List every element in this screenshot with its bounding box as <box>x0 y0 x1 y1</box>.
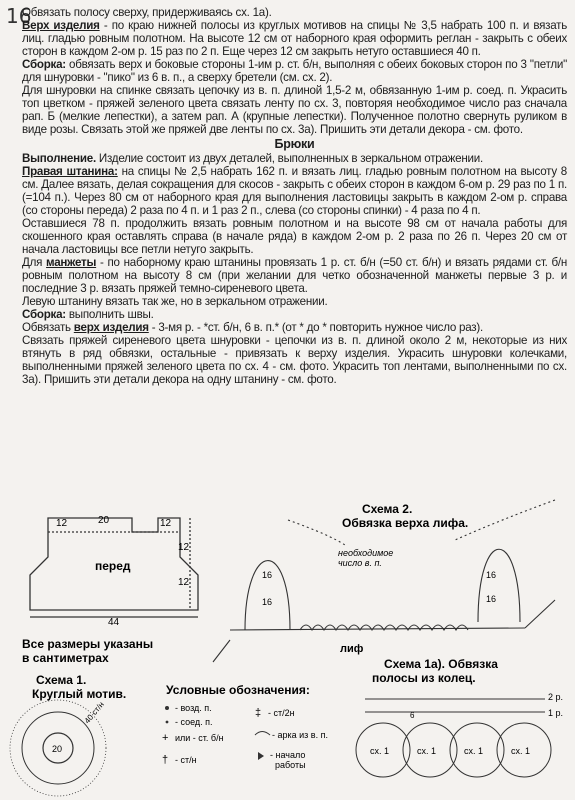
text: обвязать верх и боковые стороны 1-им р. ст. б/н, выполняя с обеих боковых сторон по 3 "петли" для шнуровки - "пико" из 6 в. п., а сверху бретели (см. сх. 2). <box>22 58 567 84</box>
strap-left-count-2: 16 <box>262 597 273 607</box>
strap-right-count: 16 <box>486 570 497 580</box>
chain-note-1: необходимое <box>338 548 394 558</box>
pattern-label: перед <box>95 559 131 573</box>
lif-label: лиф <box>340 643 364 655</box>
paragraph <box>22 152 567 165</box>
legend-arch-icon <box>255 732 270 736</box>
legend-start-2: работы <box>275 760 306 770</box>
paragraph <box>22 6 567 19</box>
scheme1a-ch6: 6 <box>410 711 415 720</box>
paragraph <box>22 84 567 136</box>
text: Изделие состоит из двух деталей, выполненных в зеркальном отражении. <box>95 152 483 165</box>
text: выполнить швы. <box>65 308 154 321</box>
legend-start-1: - начало <box>270 750 306 760</box>
text: Левую штанину вязать так же, но в зеркальном отражении. <box>22 295 328 308</box>
section-title: Правая штанина: <box>22 165 118 178</box>
legend-vp: - возд. п. <box>175 703 212 713</box>
paragraph <box>22 295 567 308</box>
pattern-caption-1: Все размеры указаны <box>22 637 154 651</box>
dim-right-upper: 12 <box>178 542 190 553</box>
pattern-caption-2: в сантиметрах <box>22 651 109 665</box>
strap-right <box>478 549 520 622</box>
section-title: Сборка: <box>22 58 66 71</box>
legend-stn-icon: † <box>162 754 169 766</box>
motif-ring-label: 40 ст/н <box>82 700 106 726</box>
scheme1-subtitle: Круглый мотив. <box>32 687 127 701</box>
strap-left-count: 16 <box>262 570 273 580</box>
text: - по краю нижней полосы из круглых мотивов на спицы № 3,5 набрать 100 п. и вязать лиц. гладью ровным полотном. На высоте 12 см от наборного края оформить реглан - закрыть с обеих сторон в каждом 2-ом р. 15 раз по 2 п. Еще через 12 см закрыть нетуго оставшиеся 40 п. <box>22 19 568 58</box>
scheme1a-subtitle: полосы из колец. <box>372 671 476 685</box>
scheme1a-row1: 1 р. <box>548 708 564 718</box>
paragraph <box>22 308 567 321</box>
dim-right-lower: 12 <box>178 577 190 588</box>
paragraph <box>22 165 567 217</box>
legend-stn: - ст/н <box>175 755 197 765</box>
section-title: Выполнение. <box>22 152 96 165</box>
scheme1a-title: Схема 1а). Обвязка <box>384 657 498 671</box>
section-title: Сборка: <box>22 308 66 321</box>
scheme1-title: Схема 1. <box>36 673 87 687</box>
scheme2-title: Схема 2. <box>362 502 413 516</box>
text: Для шнуровки на спинке связать цепочку из в. п. длиной 1,5-2 м, обвязанную 1-им р. соед. п. Украсить топ цветком - пряжей зеленого цвета связать ленту по сх. 3, повторяя необходимое число раз сначала рап. Б (мелкие лепестки), а затем рап. А (крупные лепестки). Полученное полотно свернуть руликом в виде розы. Связать этой же пряжей две ленты по сх. 3а). Пришить эти детали декора - см. фото. <box>22 84 567 136</box>
text: Для <box>22 256 47 269</box>
ring-4-label: сх. 1 <box>511 746 531 756</box>
ring-2-label: сх. 1 <box>417 746 437 756</box>
ring-1-label: сх. 1 <box>370 746 390 756</box>
legend-stbn-icon: + <box>162 732 169 744</box>
legend-soed: - соед. п. <box>175 717 213 727</box>
legend-soed-icon <box>166 721 169 724</box>
ring-3-label: сх. 1 <box>464 746 484 756</box>
text: - по наборному краю штанины провязать 1 р. ст. б/н (=50 ст. б/н) и вязать рядами ст. б/н ровным полотном на высоту 8 см (при желании для четко обозначенной манжеты первые 3 р. и последние 3 р. вязать пряжей темно-сиреневого цвета. <box>22 256 567 295</box>
paragraph <box>22 19 567 58</box>
legend-stbn: или - ст. б/н <box>175 733 224 743</box>
paragraph <box>22 217 567 256</box>
legend-st2n: - ст/2н <box>268 708 295 718</box>
motif-center-label: 20 <box>52 744 63 754</box>
dim-bottom: 44 <box>108 617 120 628</box>
lif-edge <box>230 628 525 630</box>
legend-vp-icon <box>165 706 169 710</box>
section-heading: Брюки <box>274 137 315 151</box>
dim-top: 20 <box>98 515 110 526</box>
dim-top-left: 12 <box>56 518 68 529</box>
dim-top-right: 12 <box>160 518 172 529</box>
text: - 3-мя р. - *ст. б/н, 6 в. п.* (от * до * повторить нужное число раз). <box>148 321 483 334</box>
article-text <box>22 6 567 386</box>
page-number: 16 <box>6 4 32 28</box>
text: Связать пряжей сиреневого цвета шнуровки - цепочки из в. п. длиной около 2 м, некоторые из них втянуть в ряд обвязки, остальные - привязать к верху изделия. Украсить шнуровки колечками, выполненными пряжей зеленого цвета по сх. 4 - см. фото. Украсить топ лентами, выполненными по сх. 3а). Пришить эти детали декора на одну штанину - см. фото. <box>22 334 567 386</box>
text: Обвязать <box>22 321 74 334</box>
chain-note-2: число в. п. <box>338 558 382 568</box>
text: Оставшиеся 78 п. продолжить вязать ровным полотном и на высоте 98 см от начала работы для скошенного края оставлять справа (в начале ряда) в каждом 2-ом р. 2 раза по 26 п. Через 20 см от начала ластовицы все петли нетуго закрыть. <box>22 217 567 256</box>
legend-st2n-icon: ‡ <box>255 707 262 719</box>
scheme2-subtitle: Обвязка верха лифа. <box>342 516 469 530</box>
paragraph <box>22 256 567 295</box>
strap-right-count-2: 16 <box>486 594 497 604</box>
section-title: Верх изделия <box>22 19 100 32</box>
scheme1a-row2: 2 р. <box>548 692 564 702</box>
section-title: манжеты <box>46 256 97 269</box>
paragraph <box>22 321 567 334</box>
legend-start-icon <box>258 752 264 760</box>
paragraph <box>22 58 567 84</box>
section-title: верх изделия <box>73 321 149 334</box>
scheme1a-diagram <box>356 699 551 777</box>
legend-title: Условные обозначения: <box>166 683 310 697</box>
text: Обвязать полосу сверху, придерживаясь сх. 1а). <box>22 6 272 19</box>
diagrams <box>0 498 575 800</box>
legend-arch: - арка из в. п. <box>272 730 328 740</box>
paragraph <box>22 334 567 386</box>
text: на спицы № 2,5 набрать 162 п. и вязать лиц. гладью ровным полотном на высоту 8 см. Далее вязать, делая сокращения для скосов - закрыть с обеих сторон в каждом 6-ом р. 29 раз по 1 п. (=104 п.). Через 80 см от наборного края для выполнения ластовицы закрыть в каждом 2-ом р. справа (со стороны переда) 2 раза по 4 п. и 1 раз 2 п., слева (со стороны спинки) - 4 раза по 4 п. <box>22 165 567 217</box>
